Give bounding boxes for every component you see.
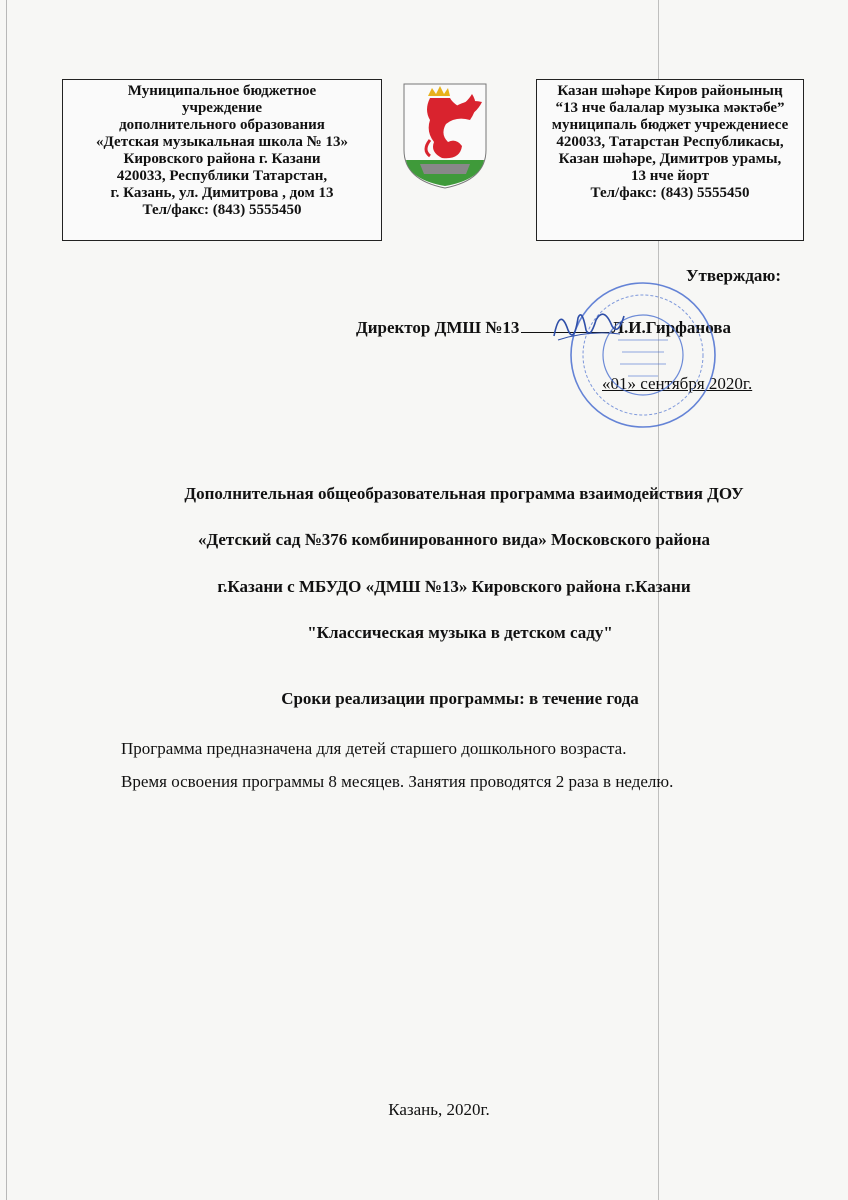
kazan-coat-of-arms-icon: [400, 80, 490, 190]
program-terms: Сроки реализации программы: в течение года: [281, 689, 639, 708]
approval-date: «01» сентября 2020г.: [602, 374, 753, 393]
header-right-line: Тел/факс: (843) 5555450: [590, 185, 750, 201]
program-title-line: г.Казани с МБУДО «ДМШ №13» Кировского района г.Казани: [217, 577, 691, 596]
header-left-line: Тел/факс: (843) 5555450: [142, 202, 302, 218]
header-right-line: муниципаль бюджет учреждениесе: [551, 117, 789, 133]
program-title-line: Дополнительная общеобразовательная программа взаимодействия ДОУ: [184, 484, 744, 503]
director-name: Л.И.Гирфанова: [611, 318, 731, 337]
approval-title: Утверждаю:: [686, 266, 782, 285]
header-right-line: Казан шәһәре Киров районының: [557, 83, 783, 99]
header-left-line: г. Казань, ул. Димитрова , дом 13: [110, 185, 334, 201]
header-left-line: «Детская музыкальная школа № 13»: [96, 134, 348, 150]
header-right-line: 420033, Татарстан Республикасы,: [556, 134, 784, 150]
scan-edge-left: [6, 0, 7, 1200]
header-right-line: Казан шәһәре, Димитров урамы,: [558, 151, 782, 167]
header-left-line: дополнительного образования: [119, 117, 325, 133]
header-left-line: Кировского района г. Казани: [123, 151, 321, 167]
header-right-line: “13 нче балалар музыка мәктәбе”: [555, 100, 785, 116]
header-left-line: Муниципальное бюджетное: [127, 83, 317, 99]
header-left-line: учреждение: [181, 100, 263, 116]
program-name: "Классическая музыка в детском саду": [307, 623, 613, 642]
program-description: Программа предназначена для детей старшего дошкольного возраста.: [121, 739, 627, 758]
handwritten-signature-icon: [548, 300, 628, 350]
header-right-line: 13 нче йорт: [631, 168, 709, 184]
header-right-box: [536, 79, 804, 241]
header-left-box: [62, 79, 382, 241]
program-title-line: «Детский сад №376 комбинированного вида» Московского района: [197, 530, 711, 549]
footer-place-year: Казань, 2020г.: [388, 1100, 490, 1119]
header-left-line: 420033, Республики Татарстан,: [116, 168, 328, 184]
director-position: Директор ДМШ №13: [356, 318, 520, 337]
program-duration: Время освоения программы 8 месяцев. Занятия проводятся 2 раза в неделю.: [121, 772, 674, 791]
